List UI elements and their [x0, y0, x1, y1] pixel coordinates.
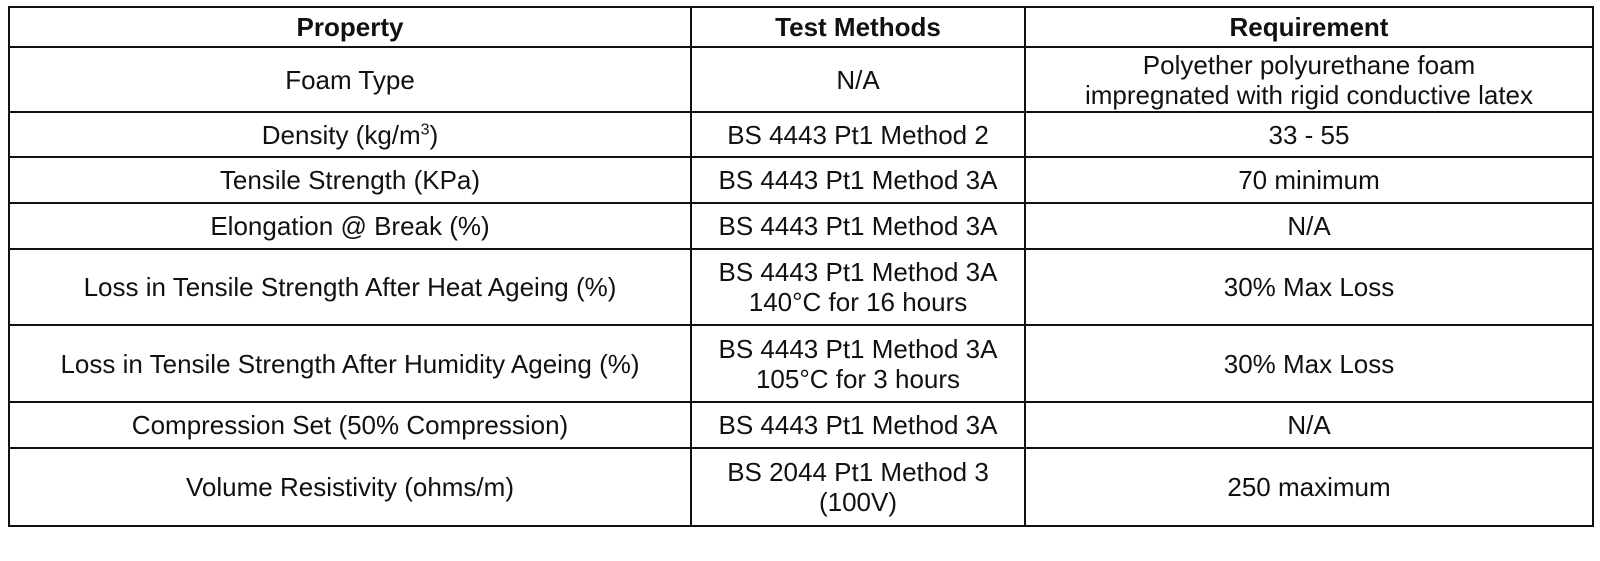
method-cell: [691, 325, 1025, 402]
table-row: [9, 112, 1593, 157]
method-line: BS 2044 Pt1 Method 3: [727, 457, 989, 487]
property-text: Density (kg/m: [261, 119, 421, 150]
requirement-line: Polyether polyurethane foam: [1142, 49, 1476, 80]
requirement-cell: [1025, 47, 1593, 112]
property-cell: Tensile Strength (KPa): [9, 157, 691, 203]
property-text-tail: ): [429, 119, 439, 150]
table-row: [9, 448, 1593, 526]
requirement-cell: 250 maximum: [1025, 448, 1593, 526]
requirement-cell: N/A: [1025, 203, 1593, 249]
method-cell: [691, 448, 1025, 526]
property-cell: Loss in Tensile Strength After Humidity Ageing (%): [9, 325, 691, 402]
requirement-cell: 30% Max Loss: [1025, 249, 1593, 325]
method-line: BS 4443 Pt1 Method 3A: [718, 257, 998, 287]
table-row: [9, 402, 1593, 448]
requirement-cell: 30% Max Loss: [1025, 325, 1593, 402]
property-cell: Compression Set (50% Compression): [9, 402, 691, 448]
table-row: [9, 325, 1593, 402]
header-property: Property: [9, 7, 691, 47]
superscript: 3: [420, 120, 430, 138]
table-row: [9, 203, 1593, 249]
table-row: [9, 249, 1593, 325]
table-header-row: [9, 7, 1593, 47]
spec-table: [8, 6, 1594, 527]
property-cell: Volume Resistivity (ohms/m): [9, 448, 691, 526]
property-cell: Foam Type: [9, 47, 691, 112]
requirement-cell: N/A: [1025, 402, 1593, 448]
method-line: 105°C for 3 hours: [755, 363, 961, 394]
header-requirement: Requirement: [1025, 7, 1593, 47]
method-line: (100V): [818, 487, 898, 517]
requirement-cell: 33 - 55: [1025, 112, 1593, 157]
property-cell: Elongation @ Break (%): [9, 203, 691, 249]
method-cell: BS 4443 Pt1 Method 3A: [691, 402, 1025, 448]
property-cell: [9, 112, 691, 157]
method-cell: BS 4443 Pt1 Method 2: [691, 112, 1025, 157]
property-cell: Loss in Tensile Strength After Heat Ageing (%): [9, 249, 691, 325]
method-cell: [691, 249, 1025, 325]
table-row: [9, 157, 1593, 203]
requirement-cell: 70 minimum: [1025, 157, 1593, 203]
header-test-methods: Test Methods: [691, 7, 1025, 47]
method-line: BS 4443 Pt1 Method 3A: [718, 333, 998, 364]
requirement-line: impregnated with rigid conductive latex: [1084, 79, 1534, 110]
method-cell: BS 4443 Pt1 Method 3A: [691, 203, 1025, 249]
method-cell: N/A: [691, 47, 1025, 112]
method-cell: BS 4443 Pt1 Method 3A: [691, 157, 1025, 203]
spec-table-container: [8, 6, 1592, 527]
table-row: [9, 47, 1593, 112]
method-line: 140°C for 16 hours: [748, 287, 968, 317]
